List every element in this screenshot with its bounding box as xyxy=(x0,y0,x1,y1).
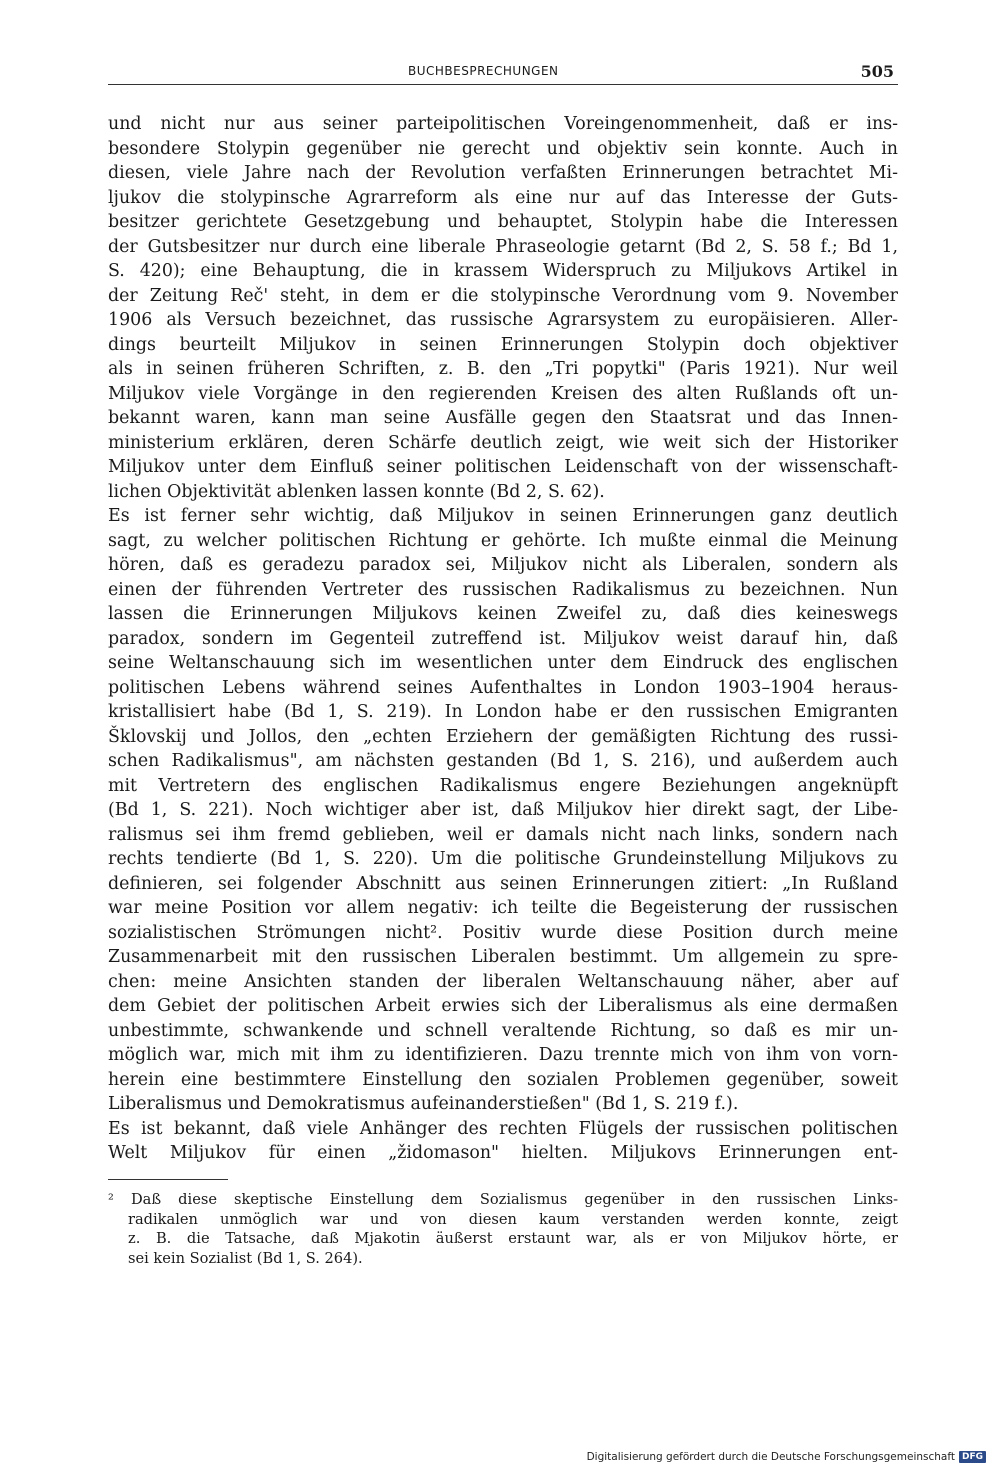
header-rule xyxy=(108,84,898,85)
text-line: herein eine bestimmtere Einstellung den sozialen Problemen gegenüber, soweit xyxy=(108,1069,898,1090)
text-line: 1906 als Versuch bezeichnet, das russische Agrarsystem zu europäisieren. Aller- xyxy=(108,310,898,330)
text-line: Miljukov unter dem Einfluß seiner politischen Leidenschaft von der wissenschaft- xyxy=(108,457,898,477)
text-line: S. 420); eine Behauptung, die in krassem Widerspruch zu Miljukovs Artikel in xyxy=(108,261,898,281)
text-line: mit Vertretern des englischen Radikalismus engere Beziehungen angeknüpft xyxy=(108,775,898,796)
text-line: paradox, sondern im Gegenteil zutreffend ist. Miljukov weist darauf hin, daß xyxy=(108,628,898,649)
text-line: Zusammenarbeit mit den russischen Liberalen bestimmt. Um allgemein zu spre- xyxy=(108,947,898,967)
text-line: Es ist ferner sehr wichtig, daß Miljukov in seinen Erinnerungen ganz deutlich xyxy=(108,506,898,526)
text-line: seine Weltanschauung sich im wesentlichen unter dem Eindruck des englischen xyxy=(108,653,898,673)
footnote-line: sei kein Sozialist (Bd 1, S. 264). xyxy=(128,1249,363,1267)
text-line: der Gutsbesitzer nur durch eine liberale Phraseologie getarnt (Bd 2, S. 58 f.; Bd 1, xyxy=(108,236,898,257)
text-line: ralismus sei ihm fremd geblieben, weil er damals nicht nach links, sondern nach xyxy=(108,824,898,845)
text-line: ministerium erklären, deren Schärfe deutlich zeigt, wie weit sich der Historiker xyxy=(108,432,898,453)
footnote-line: ² Daß diese skeptische Einstellung dem Sozialismus gegenüber in den russischen Links- xyxy=(108,1191,898,1208)
text-line: ljukov die stolypinsche Agrarreform als eine nur auf das Interesse der Guts- xyxy=(108,187,898,208)
text-line: war meine Position vor allem negativ: ich teilte die Begeisterung der russischen xyxy=(108,898,898,918)
text-line: (Bd 1, S. 221). Noch wichtiger aber ist, daß Miljukov hier direkt sagt, der Libe- xyxy=(108,800,898,820)
running-head: BUCHBESPRECHUNGEN xyxy=(408,64,559,78)
page-number: 505 xyxy=(860,62,894,81)
footnote-line: radikalen unmöglich war und von diesen kaum verstanden werden konnte, zeigt xyxy=(128,1210,898,1228)
text-line: schen Radikalismus", am nächsten gestanden (Bd 1, S. 216), und außerdem auch xyxy=(108,751,898,771)
text-line: möglich war, mich mit ihm zu identifizieren. Dazu trennte mich von ihm von vorn- xyxy=(108,1045,898,1065)
credit-text: Digitalisierung gefördert durch die Deutsche Forschungsgemeinschaft xyxy=(586,1451,955,1463)
page-header xyxy=(108,62,898,86)
text-line: Es ist bekannt, daß viele Anhänger des rechten Flügels der russischen politischen xyxy=(108,1118,898,1139)
text-line: Welt Miljukov für einen „židomason" hielten. Miljukovs Erinnerungen ent- xyxy=(108,1143,898,1163)
text-line: Miljukov viele Vorgänge in den regierenden Kreisen des alten Rußlands oft un- xyxy=(108,383,898,404)
text-line: besondere Stolypin gegenüber nie gerecht und objektiv sein konnte. Auch in xyxy=(108,138,898,159)
footnote-line: z. B. die Tatsache, daß Mjakotin äußerst erstaunt war, als er von Miljukov hörte, er xyxy=(128,1230,898,1248)
text-line: definieren, sei folgender Abschnitt aus seinen Erinnerungen zitiert: „In Rußland xyxy=(108,873,898,894)
text-line: dings beurteilt Miljukov in seinen Erinnerungen Stolypin doch objektiver xyxy=(108,334,898,355)
digitization-credit xyxy=(587,1451,986,1463)
text-line: als in seinen früheren Schriften, z. B. den „Tri popytki" (Paris 1921). Nur weil xyxy=(108,359,898,379)
text-line: hören, daß es geradezu paradox sei, Miljukov nicht als Liberalen, sondern als xyxy=(108,555,898,575)
footnote-rule xyxy=(108,1179,228,1180)
text-line: einen der führenden Vertreter des russischen Radikalismus zu bezeichnen. Nun xyxy=(108,579,898,600)
text-line: Liberalismus und Demokratismus aufeinanderstießen" (Bd 1, S. 219 f.). xyxy=(108,1094,739,1114)
body-text xyxy=(108,112,898,1166)
text-line: der Zeitung Reč' steht, in dem er die stolypinsche Verordnung vom 9. November xyxy=(108,285,898,306)
text-line: rechts tendierte (Bd 1, S. 220). Um die politische Grundeinstellung Miljukovs zu xyxy=(108,849,898,869)
text-line: bekannt waren, kann man seine Ausfälle gegen den Staatsrat und das Innen- xyxy=(108,408,898,428)
text-line: dem Gebiet der politischen Arbeit erwies sich der Liberalismus als eine dermaßen xyxy=(108,996,898,1016)
dfg-logo-icon: DFG xyxy=(959,1451,986,1463)
text-line: lassen die Erinnerungen Miljukovs keinen Zweifel zu, daß dies keineswegs xyxy=(108,604,898,624)
text-line: unbestimmte, schwankende und schnell veraltende Richtung, so daß es mir un- xyxy=(108,1020,898,1041)
text-line: und nicht nur aus seiner parteipolitischen Voreingenommenheit, daß er ins- xyxy=(108,114,898,134)
text-line: kristallisiert habe (Bd 1, S. 219). In London habe er den russischen Emigranten xyxy=(108,702,898,722)
text-line: sozialistischen Strömungen nicht². Positiv wurde diese Position durch meine xyxy=(108,922,898,943)
footnote xyxy=(108,1190,898,1268)
text-line: chen: meine Ansichten standen der liberalen Weltanschauung näher, aber auf xyxy=(108,971,898,992)
text-line: lichen Objektivität ablenken lassen konnte (Bd 2, S. 62). xyxy=(108,481,605,502)
text-line: diesen, viele Jahre nach der Revolution verfaßten Erinnerungen betrachtet Mi- xyxy=(108,163,898,183)
text-line: besitzer gerichtete Gesetzgebung und behauptet, Stolypin habe die Interessen xyxy=(108,212,898,232)
text-line: Šklovskij und Jollos, den „echten Erziehern der gemäßigten Richtung des russi- xyxy=(108,726,898,747)
text-line: sagt, zu welcher politischen Richtung er gehörte. Ich mußte einmal die Meinung xyxy=(108,530,898,551)
text-line: politischen Lebens während seines Aufenthaltes in London 1903–1904 heraus- xyxy=(108,677,898,698)
